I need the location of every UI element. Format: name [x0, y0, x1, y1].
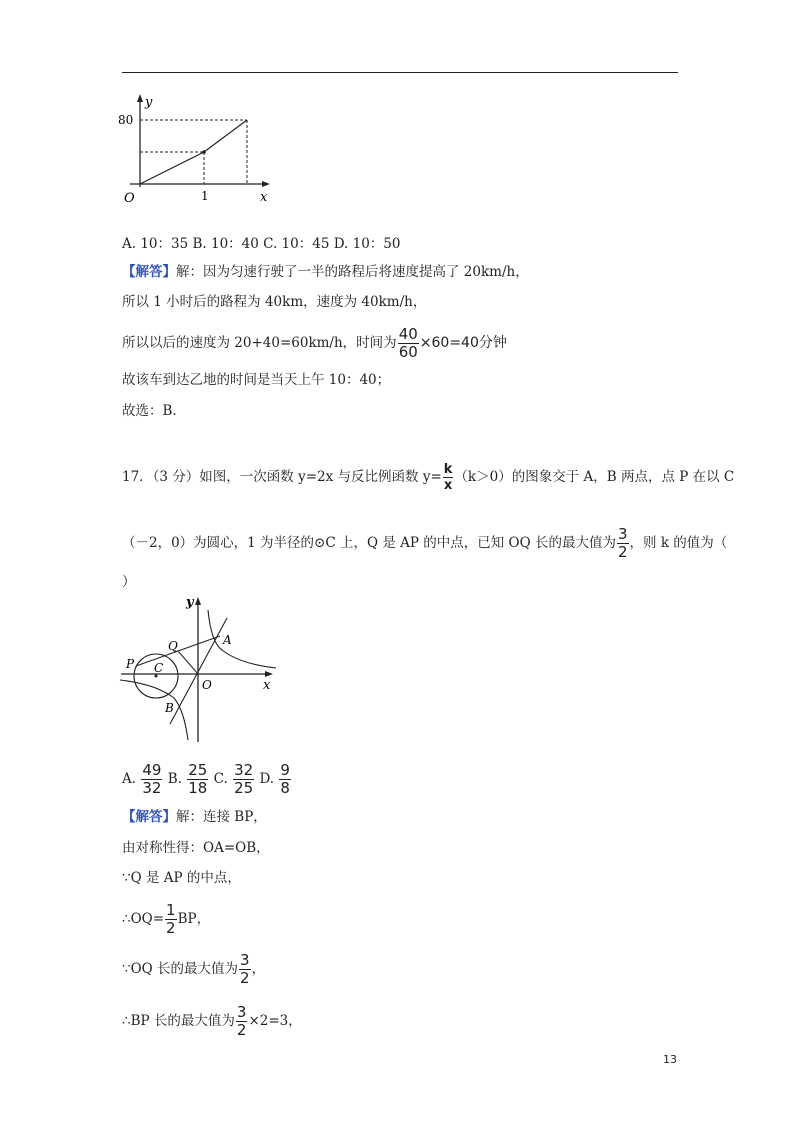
q17-options [122, 762, 292, 797]
fraction-numerator: 1 [166, 901, 176, 919]
fraction-denominator: 2 [240, 969, 250, 987]
fraction-denominator: 25 [234, 779, 254, 797]
option-label: D. [259, 771, 275, 787]
stem-text: （k＞0）的图象交于 A，B 两点，点 P 在以 C [454, 469, 735, 485]
solution-text: ∵OQ 长的最大值为 [122, 961, 239, 977]
header-rule [122, 72, 678, 73]
fraction [443, 462, 454, 493]
label-q: Q [168, 639, 178, 653]
label-o: O [202, 678, 212, 692]
segment-oq [178, 651, 198, 674]
fraction-numerator: 49 [142, 761, 162, 779]
y-axis-arrow [137, 94, 143, 102]
solution-text: ， [251, 961, 266, 977]
fraction-numerator: k [443, 462, 453, 477]
q17-solution-line: ∵Q 是 AP 的中点， [122, 870, 241, 886]
fraction-denominator: 18 [188, 779, 208, 797]
solution-text: ×60=40分钟 [419, 335, 507, 351]
q17-stem-line: ） [122, 574, 136, 590]
fraction-denominator: 32 [142, 779, 162, 797]
solution-text: 所以以后的速度为 20+40=60km/h，时间为 [122, 335, 397, 351]
label-p: P [126, 657, 135, 671]
q16-solution-line: 所以 1 小时后的路程为 40km，速度为 40km/h， [122, 294, 427, 310]
y-label: y [186, 595, 194, 610]
x-axis-arrow [262, 181, 270, 187]
fraction-denominator: 2 [166, 919, 176, 937]
stem-text: ，则 k 的值为（ [629, 535, 728, 551]
q17-solution-line [122, 952, 265, 987]
q16-options: A. 10：35 B. 10：40 C. 10：45 D. 10：50 [122, 236, 401, 252]
x-axis-arrow [265, 671, 273, 677]
origin-label: O [124, 191, 135, 206]
fraction [398, 326, 419, 361]
hyperbola-branch [208, 610, 276, 668]
label-c: C [154, 661, 164, 675]
page-number: 13 [663, 1053, 677, 1066]
q17-solution-line: 由对称性得：OA=OB， [122, 840, 270, 856]
y-axis-arrow [195, 597, 201, 605]
label-a: A [223, 633, 232, 647]
fraction-denominator: 2 [236, 1021, 247, 1039]
fraction [165, 902, 177, 937]
fraction-numerator: 3 [617, 525, 628, 543]
q17-solution-line [122, 1004, 302, 1039]
q17-solution-line [122, 807, 267, 827]
option-label: B. [167, 771, 182, 787]
fraction-numerator: 40 [398, 325, 418, 343]
q16-solution-line [122, 326, 507, 361]
fraction-denominator: x [443, 478, 453, 493]
fraction [239, 952, 251, 987]
distance-time-graph [110, 92, 280, 207]
x-tick-label: 1 [201, 189, 209, 203]
fraction-denominator: 2 [617, 543, 628, 561]
fraction-numerator: 32 [234, 761, 254, 779]
fraction [187, 762, 208, 797]
fraction-denominator: 8 [280, 779, 290, 797]
q17-solution-line [122, 902, 210, 937]
fraction [617, 526, 629, 561]
fraction [279, 762, 291, 797]
fraction-numerator: 9 [280, 761, 290, 779]
label-b: B [165, 701, 174, 715]
x-label: x [260, 190, 268, 205]
solution-text: ×2=3， [248, 1013, 302, 1029]
q16-solution-line: 故该车到达乙地的时间是当天上午 10：40； [122, 372, 391, 388]
solution-text: ∴OQ= [122, 911, 165, 927]
function-graph [118, 592, 283, 744]
graph-line [140, 152, 204, 184]
fraction-numerator: 25 [188, 761, 208, 779]
stem-text: 17．（3 分）如图，一次函数 y=2x 与反比例函数 y= [122, 469, 442, 485]
solution-text: ∴BP 长的最大值为 [122, 1013, 235, 1029]
q16-solution-line [122, 262, 529, 282]
x-label: x [263, 678, 271, 693]
solution-tag: 【解答】 [122, 809, 176, 825]
option-label: A. [122, 771, 137, 787]
solution-tag: 【解答】 [122, 264, 176, 280]
q17-stem-line [122, 526, 727, 561]
stem-text: （－2，0）为圆心，1 为半径的⊙C 上，Q 是 AP 的中点，已知 OQ 长的最大值为 [122, 535, 616, 551]
solution-text: 解：连接 BP， [176, 809, 267, 825]
graph-line [204, 120, 247, 152]
solution-text: 解：因为匀速行驶了一半的路程后将速度提高了 20km/h， [176, 264, 529, 280]
fraction-numerator: 3 [240, 951, 250, 969]
fraction [141, 762, 162, 797]
q17-stem-line [122, 462, 734, 493]
fraction-denominator: 60 [398, 343, 418, 361]
q16-solution-line: 故选：B. [122, 403, 177, 419]
y-label: y [145, 95, 153, 110]
option-label: C. [213, 771, 228, 787]
solution-text: BP， [177, 911, 211, 927]
y-tick-label: 80 [118, 113, 134, 127]
fraction [236, 1004, 248, 1039]
fraction [233, 762, 254, 797]
fraction-numerator: 3 [236, 1003, 247, 1021]
